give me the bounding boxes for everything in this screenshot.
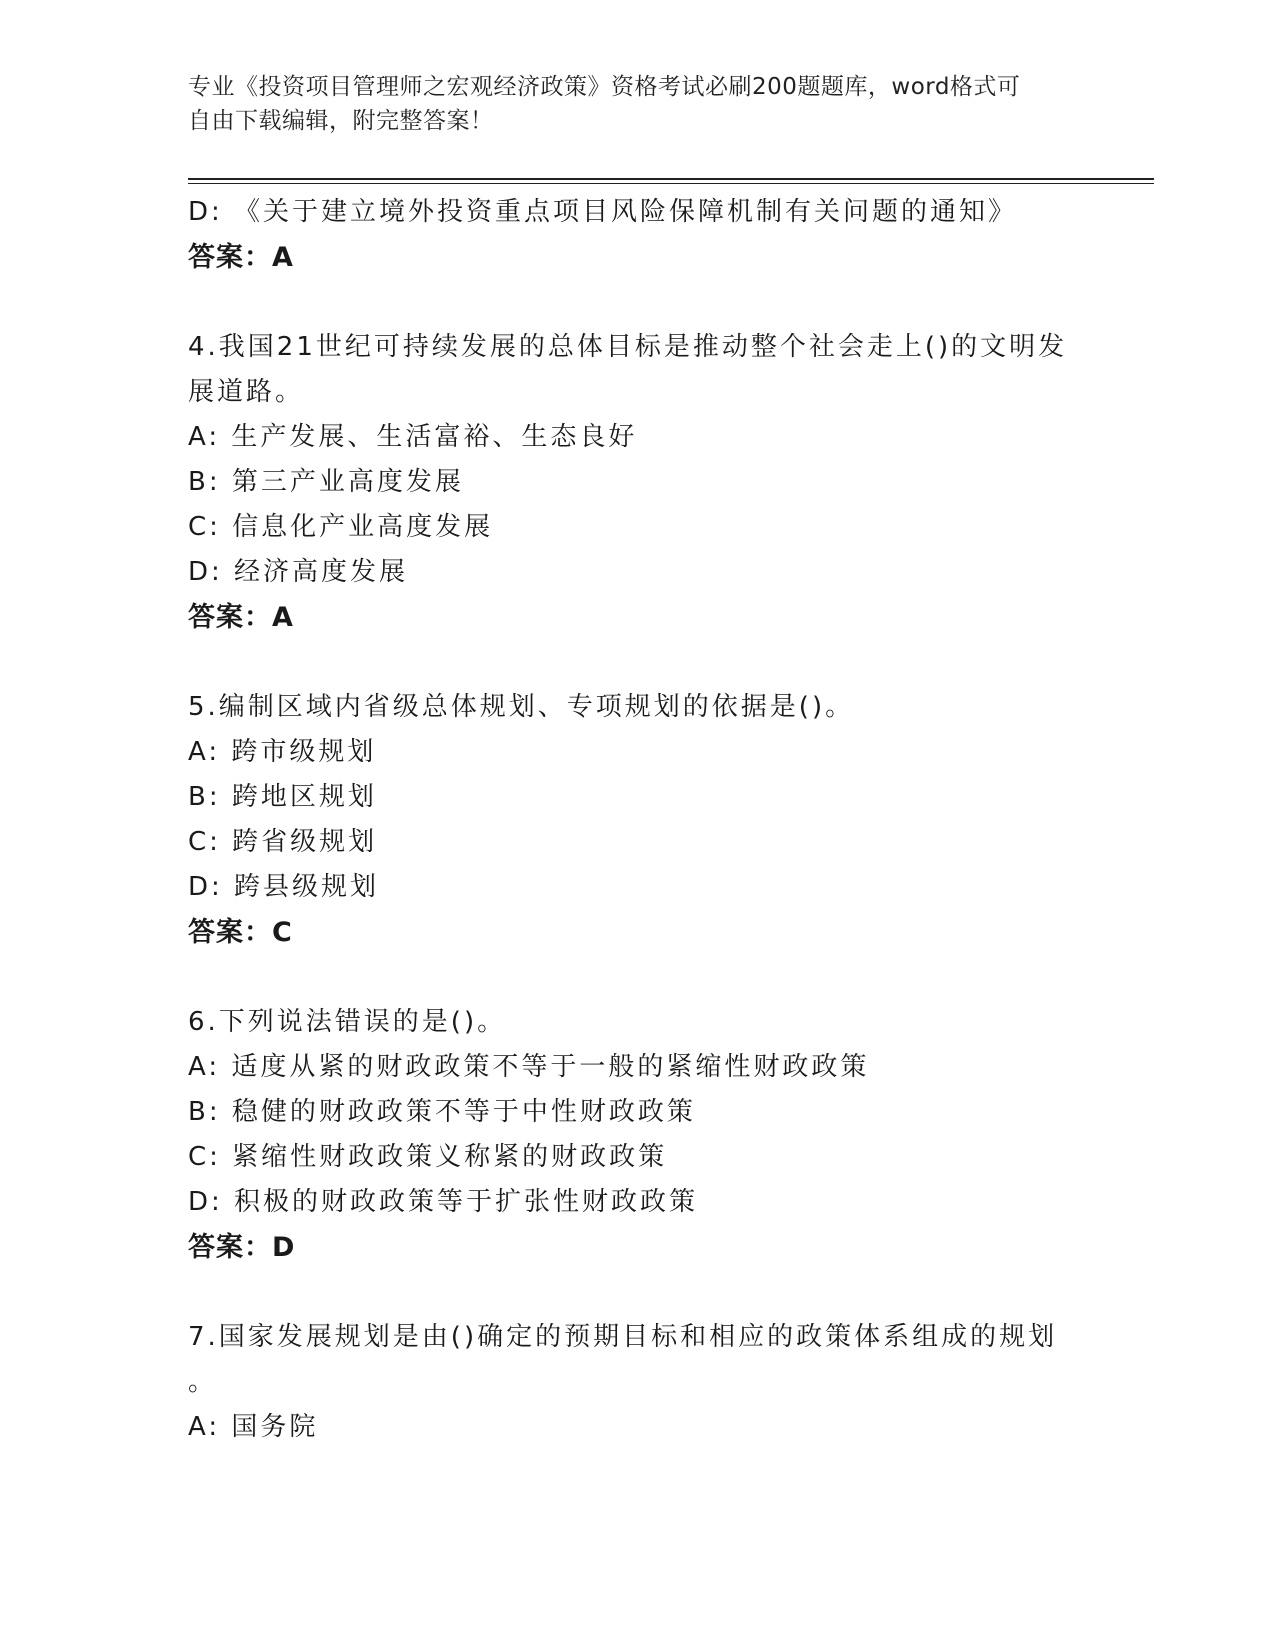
spacer [188, 640, 1088, 685]
question-4 [188, 325, 1088, 640]
option-d: D: 《关于建立境外投资重点项目风险保障机制有关问题的通知》 [188, 197, 1018, 227]
answer-line: 答案：A [188, 242, 294, 273]
option-b: B: 稳健的财政政策不等于中性财政政策 [188, 1097, 696, 1127]
header-line-2: 自由下载编辑，附完整答案！ [188, 108, 494, 134]
option-b: B: 跨地区规划 [188, 782, 377, 812]
question-3-tail [188, 190, 1088, 280]
option-a: A: 跨市级规划 [188, 737, 377, 767]
document-header [188, 70, 1088, 138]
option-b: B: 第三产业高度发展 [188, 467, 464, 497]
option-a: A: 国务院 [188, 1412, 319, 1442]
question-stem-cont: 展道路。 [188, 377, 305, 407]
option-a: A: 适度从紧的财政政策不等于一般的紧缩性财政政策 [188, 1052, 870, 1082]
answer-line: 答案：C [188, 917, 293, 948]
spacer [188, 1270, 1088, 1315]
question-stem: 7.国家发展规划是由()确定的预期目标和相应的政策体系组成的规划 [188, 1322, 1058, 1352]
question-stem: 4.我国21世纪可持续发展的总体目标是推动整个社会走上()的文明发 [188, 332, 1068, 362]
document-body [188, 190, 1088, 1450]
option-c: C: 信息化产业高度发展 [188, 512, 494, 542]
header-divider [188, 178, 1154, 184]
answer-line: 答案：D [188, 1232, 296, 1263]
option-d: D: 跨县级规划 [188, 872, 380, 902]
option-c: C: 紧缩性财政政策义称紧的财政政策 [188, 1142, 668, 1172]
question-6 [188, 1000, 1088, 1270]
option-a: A: 生产发展、生活富裕、生态良好 [188, 422, 638, 452]
option-d: D: 积极的财政政策等于扩张性财政政策 [188, 1187, 699, 1217]
header-line-1: 专业《投资项目管理师之宏观经济政策》资格考试必刷200题题库，word格式可 [188, 74, 1021, 100]
question-stem: 6.下列说法错误的是()。 [188, 1007, 507, 1037]
question-5 [188, 685, 1088, 955]
question-stem: 5.编制区域内省级总体规划、专项规划的依据是()。 [188, 692, 855, 722]
spacer [188, 955, 1088, 1000]
spacer [188, 280, 1088, 325]
question-stem-cont: 。 [188, 1367, 218, 1397]
option-c: C: 跨省级规划 [188, 827, 378, 857]
question-7 [188, 1315, 1088, 1450]
option-d: D: 经济高度发展 [188, 557, 409, 587]
answer-line: 答案：A [188, 602, 294, 633]
